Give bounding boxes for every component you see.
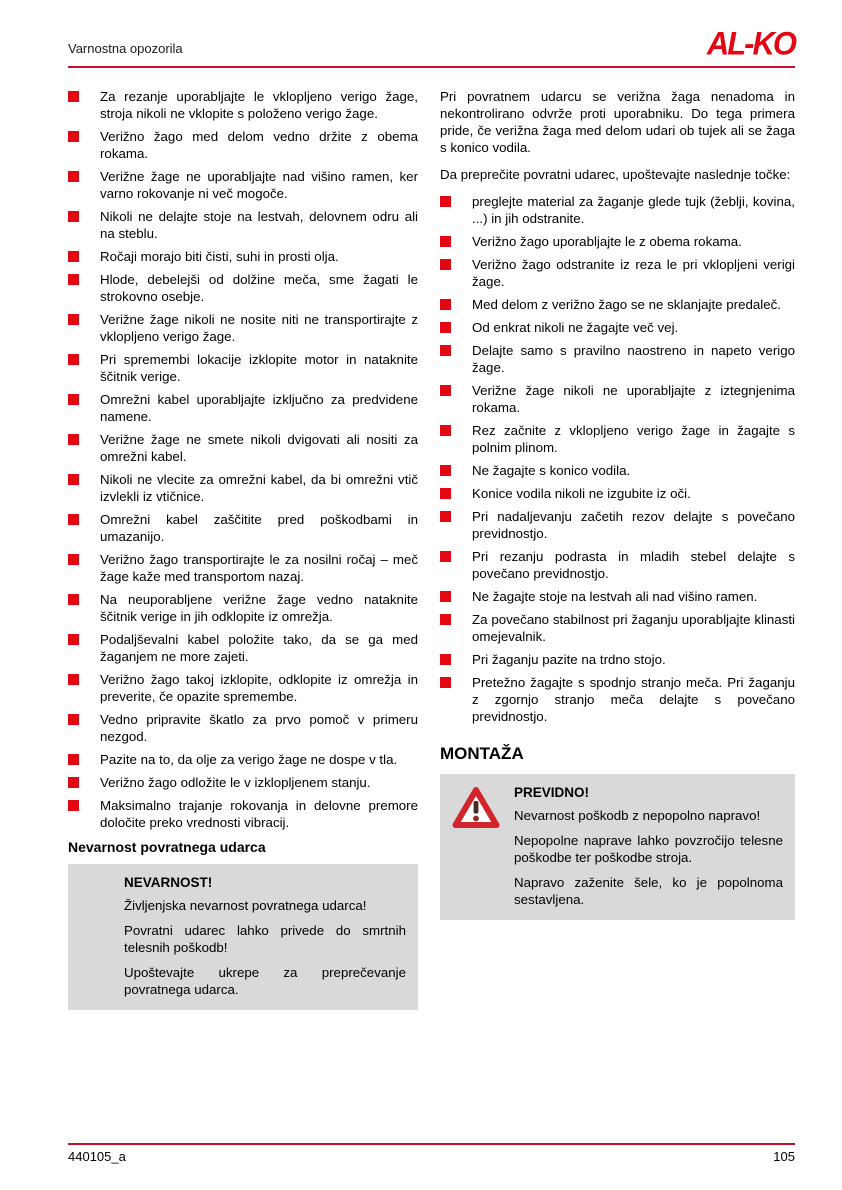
- right-bullet-list: [440, 193, 795, 725]
- bullet-list-item: [68, 511, 418, 545]
- bullet-item-text: Ne žagajte stoje na lestvah ali nad višino ramen.: [472, 589, 758, 604]
- bullet-item-text: Nikoli ne delajte stoje na lestvah, delovnem odru ali na steblu.: [100, 209, 418, 241]
- bullet-item-text: Verižne žage ne smete nikoli dvigovati ali nositi za omrežni kabel.: [100, 432, 418, 464]
- bullet-item-text: Verižne žage ne uporabljajte nad višino ramen, ker varno rokovanje ni več mogoče.: [100, 169, 418, 201]
- bullet-list-item: [440, 508, 795, 542]
- bullet-item-text: Za povečano stabilnost pri žaganju uporabljajte klinasti omejevalnik.: [472, 612, 795, 644]
- bullet-list-item: [68, 271, 418, 305]
- bullet-item-text: Verižne žage nikoli ne nosite niti ne transportirajte z vklopljeno verigo žage.: [100, 312, 418, 344]
- danger-box-icon-slot: [80, 874, 124, 998]
- bullet-item-text: Verižno žago odložite le v izklopljenem stanju.: [100, 775, 371, 790]
- bullet-square-icon: [68, 714, 79, 725]
- bullet-square-icon: [440, 511, 451, 522]
- bullet-list-item: [440, 296, 795, 313]
- bullet-square-icon: [68, 314, 79, 325]
- bullet-item-text: Od enkrat nikoli ne žagajte več vej.: [472, 320, 679, 335]
- bullet-square-icon: [68, 354, 79, 365]
- caution-box: [440, 774, 795, 920]
- bullet-item-text: Verižne žage nikoli ne uporabljajte z iztegnjenima rokama.: [472, 383, 795, 415]
- bullet-list-item: [68, 431, 418, 465]
- bullet-square-icon: [440, 677, 451, 688]
- bullet-square-icon: [68, 594, 79, 605]
- bullet-square-icon: [68, 131, 79, 142]
- bullet-item-text: Med delom z verižno žago se ne sklanjajte predaleč.: [472, 297, 781, 312]
- bullet-list-item: [68, 88, 418, 122]
- bullet-list-item: [440, 674, 795, 725]
- bullet-square-icon: [68, 754, 79, 765]
- bullet-list-item: [68, 671, 418, 705]
- bullet-item-text: Pri spremembi lokacije izklopite motor in nataknite ščitnik verige.: [100, 352, 418, 384]
- bullet-item-text: Konice vodila nikoli ne izgubite iz oči.: [472, 486, 691, 501]
- bullet-list-item: [68, 311, 418, 345]
- bullet-list-item: [440, 485, 795, 502]
- bullet-square-icon: [440, 299, 451, 310]
- caution-box-paragraph: Napravo zaženite šele, ko je popolnoma sestavljena.: [514, 875, 783, 907]
- bullet-item-text: Za rezanje uporabljajte le vklopljeno verigo žage, stroja nikoli ne vklopite s položeno verigo žage.: [100, 89, 418, 121]
- caution-box-paragraph: Nepopolne naprave lahko povzročijo telesne poškodbe ter poškodbe stroja.: [514, 833, 783, 865]
- left-bullet-list: [68, 88, 418, 831]
- bullet-square-icon: [68, 434, 79, 445]
- danger-box-paragraph: Upoštevajte ukrepe za preprečevanje povratnega udarca.: [124, 965, 406, 997]
- caution-box-paragraph: Nevarnost poškodb z nepopolno napravo!: [514, 808, 761, 823]
- bullet-list-item: [440, 651, 795, 668]
- bullet-list-item: [440, 256, 795, 290]
- bullet-square-icon: [440, 614, 451, 625]
- bullet-square-icon: [440, 654, 451, 665]
- bullet-square-icon: [440, 591, 451, 602]
- bullet-list-item: [440, 422, 795, 456]
- bullet-square-icon: [68, 274, 79, 285]
- bullet-item-text: Omrežni kabel uporabljajte izključno za predvidene namene.: [100, 392, 418, 424]
- bullet-list-item: [440, 319, 795, 336]
- warning-triangle-icon: [452, 786, 500, 830]
- intro-paragraphs: [440, 88, 795, 183]
- bullet-item-text: Nikoli ne vlecite za omrežni kabel, da bi omrežni vtič izvlekli iz vtičnice.: [100, 472, 418, 504]
- right-column: [440, 88, 795, 1010]
- danger-box-paragraphs: [124, 897, 406, 998]
- bullet-item-text: Vedno pripravite škatlo za prvo pomoč v primeru nezgod.: [100, 712, 418, 744]
- bullet-square-icon: [440, 236, 451, 247]
- caution-box-icon-slot: [452, 784, 514, 908]
- bullet-square-icon: [440, 488, 451, 499]
- bullet-item-text: Pazite na to, da olje za verigo žage ne dospe v tla.: [100, 752, 398, 767]
- intro-paragraph: Da preprečite povratni udarec, upoštevajte naslednje točke:: [440, 167, 791, 182]
- bullet-list-item: [68, 591, 418, 625]
- bullet-item-text: Podaljševalni kabel položite tako, da se ga med žaganjem ne more zajeti.: [100, 632, 418, 664]
- header-title: Varnostna opozorila: [68, 41, 183, 56]
- bullet-square-icon: [68, 474, 79, 485]
- bullet-item-text: Maksimalno trajanje rokovanja in delovne premore določite preko vrednosti vibracij.: [100, 798, 418, 830]
- bullet-item-text: Pri nadaljevanju začetih rezov delajte s povečano previdnostjo.: [472, 509, 795, 541]
- bullet-square-icon: [68, 91, 79, 102]
- bullet-list-item: [440, 382, 795, 416]
- bullet-square-icon: [68, 251, 79, 262]
- footer-page-number: 105: [773, 1149, 795, 1164]
- bullet-list-item: [68, 391, 418, 425]
- bullet-square-icon: [440, 425, 451, 436]
- caution-box-paragraphs: [514, 807, 783, 908]
- left-column: [68, 88, 418, 1010]
- bullet-list-item: [68, 631, 418, 665]
- bullet-square-icon: [68, 211, 79, 222]
- bullet-item-text: Verižno žago takoj izklopite, odklopite iz omrežja in preverite, če opazite spremembe.: [100, 672, 418, 704]
- bullet-list-item: [440, 548, 795, 582]
- montaza-heading: MONTAŽA: [440, 744, 524, 763]
- bullet-square-icon: [440, 551, 451, 562]
- bullet-square-icon: [68, 171, 79, 182]
- danger-box-title: NEVARNOST!: [124, 875, 213, 890]
- danger-box: [68, 864, 418, 1010]
- bullet-list-item: [68, 774, 418, 791]
- bullet-square-icon: [68, 634, 79, 645]
- bullet-list-item: [68, 751, 418, 768]
- bullet-item-text: Verižno žago odstranite iz reza le pri vklopljeni verigi žage.: [472, 257, 795, 289]
- bullet-list-item: [68, 351, 418, 385]
- bullet-item-text: preglejte material za žaganje glede tujk (žeblji, kovina, ...) in jih odstranite.: [472, 194, 795, 226]
- danger-box-paragraph: Življenjska nevarnost povratnega udarca!: [124, 898, 367, 913]
- intro-paragraph: Pri povratnem udarcu se verižna žaga nenadoma in nekontrolirano odvrže proti uporabniku. Do tega primera pride, če verižna žaga med delom udari ob tujek ali se žaga s konico vodila.: [440, 89, 795, 155]
- bullet-list-item: [68, 711, 418, 745]
- bullet-item-text: Pri žaganju pazite na trdno stojo.: [472, 652, 666, 667]
- bullet-list-item: [440, 193, 795, 227]
- danger-box-paragraph: Povratni udarec lahko privede do smrtnih telesnih poškodb!: [124, 923, 406, 955]
- bullet-list-item: [68, 208, 418, 242]
- bullet-square-icon: [440, 259, 451, 270]
- bullet-list-item: [440, 588, 795, 605]
- bullet-square-icon: [440, 196, 451, 207]
- bullet-square-icon: [68, 777, 79, 788]
- bullet-square-icon: [440, 385, 451, 396]
- bullet-square-icon: [68, 554, 79, 565]
- bullet-square-icon: [440, 322, 451, 333]
- bullet-square-icon: [440, 465, 451, 476]
- caution-box-body: [514, 784, 783, 908]
- bullet-item-text: Pretežno žagajte s spodnjo stranjo meča. Pri žaganju z zgornjo stranjo meča delajte s povečano previdnostjo.: [472, 675, 795, 724]
- caution-box-title: PREVIDNO!: [514, 785, 590, 800]
- page-footer: [68, 1143, 795, 1164]
- bullet-square-icon: [440, 345, 451, 356]
- footer-doc-id: 440105_a: [68, 1149, 126, 1164]
- bullet-list-item: [440, 342, 795, 376]
- bullet-item-text: Delajte samo s pravilno naostreno in napeto verigo žage.: [472, 343, 795, 375]
- page-header: [68, 0, 795, 68]
- bullet-list-item: [68, 248, 418, 265]
- bullet-item-text: Na neuporabljene verižne žage vedno nataknite ščitnik verige in jih odklopite iz omrežja.: [100, 592, 418, 624]
- danger-box-body: [124, 874, 406, 998]
- bullet-square-icon: [68, 514, 79, 525]
- bullet-list-item: [68, 168, 418, 202]
- bullet-item-text: Verižno žago med delom vedno držite z obema rokama.: [100, 129, 418, 161]
- bullet-list-item: [68, 551, 418, 585]
- bullet-item-text: Ne žagajte s konico vodila.: [472, 463, 631, 478]
- bullet-item-text: Verižno žago uporabljajte le z obema rokama.: [472, 234, 742, 249]
- bullet-square-icon: [68, 800, 79, 811]
- bullet-list-item: [440, 462, 795, 479]
- bullet-item-text: Ročaji morajo biti čisti, suhi in prosti olja.: [100, 249, 339, 264]
- bullet-item-text: Omrežni kabel zaščitite pred poškodbami in umazanijo.: [100, 512, 418, 544]
- bullet-square-icon: [68, 674, 79, 685]
- bullet-list-item: [440, 611, 795, 645]
- kickback-heading: Nevarnost povratnega udarca: [68, 839, 266, 855]
- bullet-list-item: [68, 128, 418, 162]
- bullet-square-icon: [68, 394, 79, 405]
- bullet-list-item: [68, 471, 418, 505]
- bullet-item-text: Pri rezanju podrasta in mladih stebel delajte s povečano previdnostjo.: [472, 549, 795, 581]
- page-content: [68, 88, 795, 1010]
- bullet-list-item: [440, 233, 795, 250]
- bullet-item-text: Hlode, debelejši od dolžine meča, sme žagati le strokovno osebje.: [100, 272, 418, 304]
- bullet-item-text: Verižno žago transportirajte le za nosilni ročaj – meč žage kaže med transportom nazaj.: [100, 552, 418, 584]
- bullet-list-item: [68, 797, 418, 831]
- bullet-item-text: Rez začnite z vklopljeno verigo žage in žagajte s polnim plinom.: [472, 423, 795, 455]
- alko-logo: AL-KO: [706, 25, 795, 62]
